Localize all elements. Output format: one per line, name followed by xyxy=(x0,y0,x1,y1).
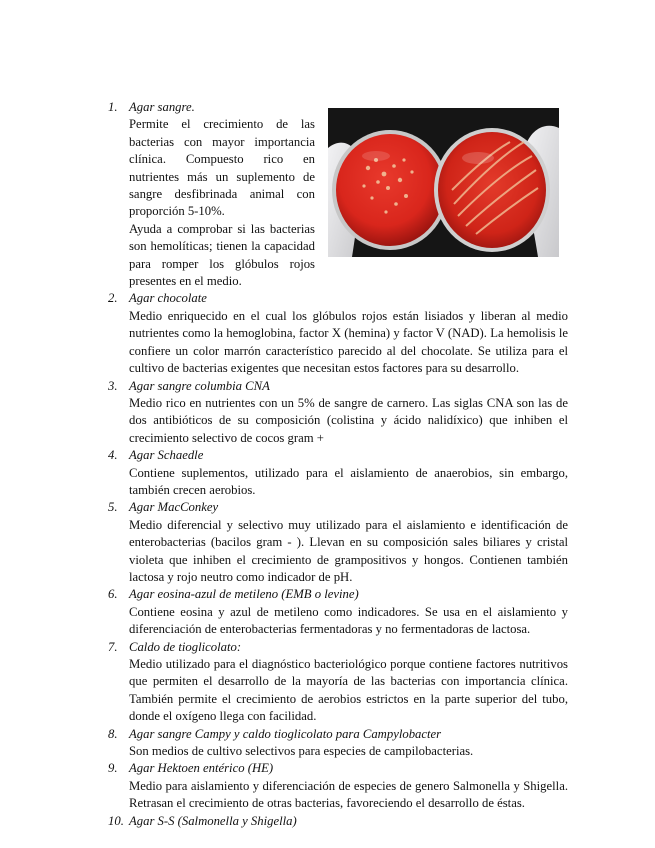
item-title: Agar Hektoen entérico (HE) xyxy=(129,761,274,776)
item-description: Medio diferencial y selectivo muy utilizado para el aislamiento e identificación de enterobacterias (bacilos gram - ). Llevan en su composición sales biliares y cristal violeta que inhiben el crecimiento de grampositivos y hongos. Contienen también lactosa y rojo neutro como indicador de pH. xyxy=(129,517,568,584)
item-description: Contiene eosina y azul de metileno como indicadores. Se usa en el aislamiento y diferenciación de enterobacterias fermentadoras y no fermentadoras de lactosa. xyxy=(129,604,568,637)
item-number: 4. xyxy=(108,448,118,463)
item-description: Medio utilizado para el diagnóstico bacteriológico porque contiene factores nutritivos que permiten el desarrollo de la mayoría de las bacterias con importancia clínica. También permite el crecimiento de aerobios estrictos en la parte superior del tubo, donde el oxígeno llega con facilidad. xyxy=(129,657,568,724)
item-number: 3. xyxy=(108,378,118,393)
item-title: Agar MacConkey xyxy=(129,500,219,515)
item-number: 6. xyxy=(108,587,118,602)
item-title-hyphen: - xyxy=(163,813,169,828)
list-item xyxy=(108,639,568,726)
item-description: Permite el crecimiento de las bacterias con mayor importancia clínica. Compuesto rico en nutrientes más un suplemento de sangre desfibrinada animal con proporción 5-10%. xyxy=(129,117,315,219)
item-description: Medio para aislamiento y diferenciación de especies de genero Salmonella y Shigella. Retrasan el crecimiento de otras bacterias, favoreciendo el desarrollo de éstas. xyxy=(129,778,568,811)
item-number: 10. xyxy=(108,813,124,828)
item-number: 1. xyxy=(108,100,118,114)
item-title: Agar chocolate xyxy=(129,291,207,306)
item-number: 8. xyxy=(108,726,118,741)
culture-media-list xyxy=(108,99,568,830)
item-title: Agar sangre columbia CNA xyxy=(129,378,270,393)
list-item xyxy=(108,499,568,586)
item-title-part: S (Salmonella y Shigella) xyxy=(168,813,297,828)
item-description: Contiene suplementos, utilizado para el aislamiento de anaerobios, sin embargo, también crecen aerobios. xyxy=(129,465,568,497)
list-item xyxy=(108,447,568,499)
item-description: Medio rico en nutrientes con un 5% de sangre de carnero. Las siglas CNA son las de dos antibióticos de su composición (colistina y ácido nalidíxico) que inhiben el crecimiento selectivo de cocos gram + xyxy=(129,395,568,445)
item-number: 5. xyxy=(108,500,118,515)
item-title-part: Agar S xyxy=(129,813,164,828)
item-number: 7. xyxy=(108,639,118,654)
item-title: Agar eosina-azul de metileno (EMB o levine) xyxy=(129,587,359,602)
list-item xyxy=(108,378,568,448)
item-description: Son medios de cultivo selectivos para especies de campilobacterias. xyxy=(129,744,474,759)
item-title: Agar sangre. xyxy=(129,100,195,114)
list-item xyxy=(108,99,568,290)
item-title xyxy=(129,813,568,830)
item-title: Agar sangre Campy y caldo tioglicolato para Campylobacter xyxy=(129,726,442,741)
list-item xyxy=(108,760,568,812)
list-item xyxy=(108,726,568,761)
item-description: Medio enriquecido en el cual los glóbulos rojos están lisiados y liberan al medio nutrientes como la hemoglobina, factor X (hemina) y factor V (NAD). La hemolisis le confiere un color marrón característico parecido al del chocolate. Se utiliza para el cultivo de bacterias exigentes que necesitan estos factores para su desarrollo. xyxy=(129,308,568,376)
list-item xyxy=(108,290,568,377)
item-title: Agar Schaedle xyxy=(129,448,204,463)
item-description: Ayuda a comprobar si las bacterias son hemolíticas; tienen la capacidad para romper los glóbulos rojos presentes en el medio. xyxy=(129,221,315,289)
item-number: 2. xyxy=(108,291,118,306)
item-title: Caldo de tioglicolato: xyxy=(129,639,242,654)
list-item xyxy=(108,586,568,638)
list-item xyxy=(108,813,568,830)
item-number: 9. xyxy=(108,761,118,776)
